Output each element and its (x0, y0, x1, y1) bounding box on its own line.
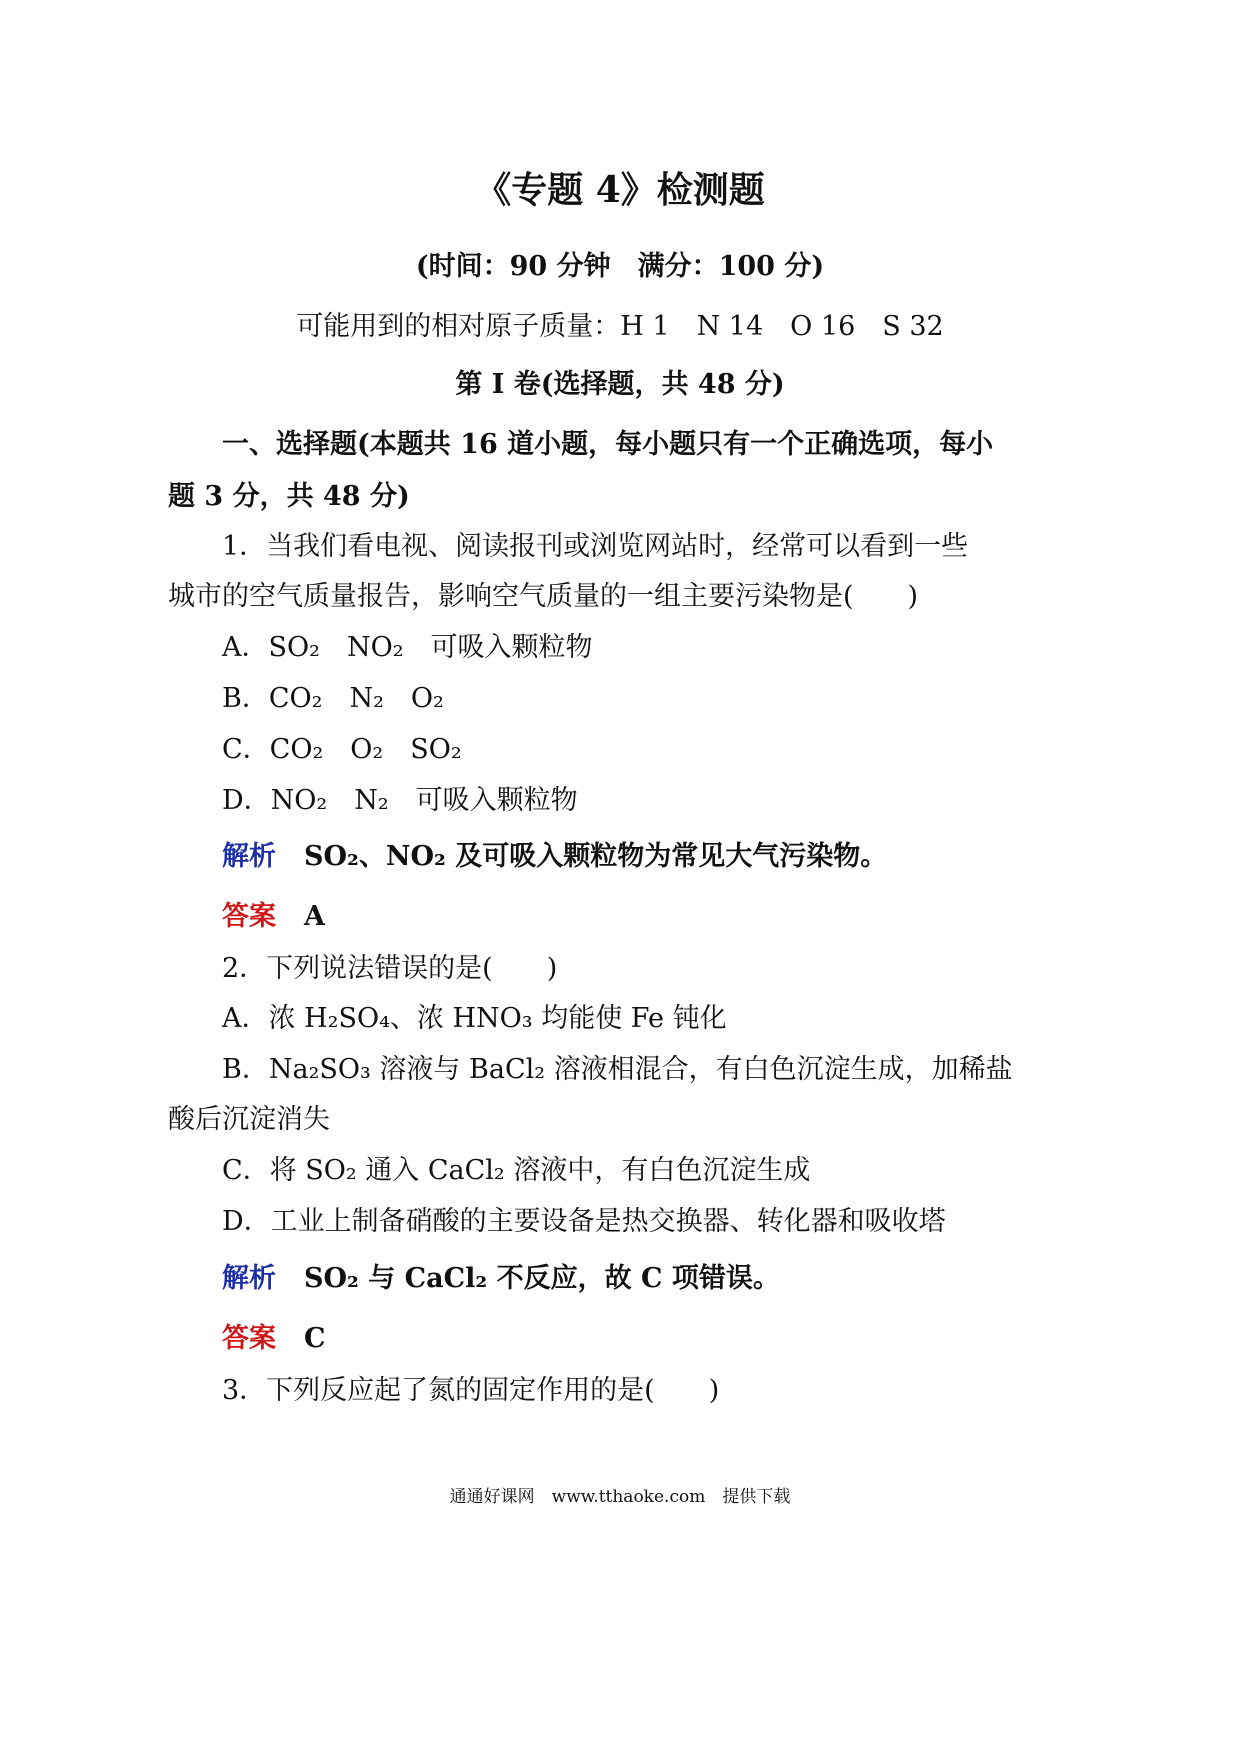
page-footer: 通通好课网 www.tthaoke.com 提供下载 (449, 1487, 791, 1507)
q1-option-a: A．SO₂ NO₂ 可吸入颗粒物 (222, 632, 593, 663)
answer-label: 答案 (222, 901, 276, 932)
atomic-masses: 可能用到的相对原子质量：H 1 N 14 O 16 S 32 (296, 311, 944, 342)
q2-option-d: D．工业上制备硝酸的主要设备是热交换器、转化器和吸收塔 (222, 1206, 946, 1237)
q2-stem-line1: 2．下列说法错误的是( ) (222, 953, 558, 984)
q1-analysis (222, 840, 887, 874)
q2-option-c: C．将 SO₂ 通入 CaCl₂ 溶液中，有白色沉淀生成 (222, 1155, 811, 1186)
q1-answer (222, 900, 325, 934)
analysis-text: SO₂ 与 CaCl₂ 不反应，故 C 项错误。 (304, 1263, 780, 1294)
answer-label: 答案 (222, 1323, 276, 1354)
q3-stem-line1: 3．下列反应起了氮的固定作用的是( ) (222, 1375, 720, 1406)
part-title: 第 I 卷(选择题，共 48 分) (455, 369, 785, 400)
q2-analysis (222, 1262, 780, 1296)
q1-option-c: C．CO₂ O₂ SO₂ (222, 734, 462, 765)
section-intro-line1: 一、选择题(本题共 16 道小题，每小题只有一个正确选项，每小 (222, 429, 994, 460)
q2-answer (222, 1322, 326, 1356)
answer-text: C (304, 1323, 326, 1354)
section-intro-line2: 题 3 分，共 48 分) (168, 481, 410, 512)
q1-option-b: B．CO₂ N₂ O₂ (222, 683, 444, 714)
q2-option-b-continued: 酸后沉淀消失 (168, 1104, 330, 1135)
q1-option-d: D．NO₂ N₂ 可吸入颗粒物 (222, 785, 578, 816)
q1-stem-line1: 1．当我们看电视、阅读报刊或浏览网站时，经常可以看到一些 (222, 531, 969, 562)
page-title: 《专题 4》检测题 (475, 169, 765, 211)
analysis-text: SO₂、NO₂ 及可吸入颗粒物为常见大气污染物。 (304, 841, 888, 872)
answer-text: A (304, 901, 325, 932)
time-info: (时间：90 分钟 满分：100 分) (415, 251, 825, 282)
analysis-label: 解析 (222, 1263, 276, 1294)
q1-stem-line2: 城市的空气质量报告，影响空气质量的一组主要污染物是( ) (168, 581, 919, 612)
q2-option-a: A．浓 H₂SO₄、浓 HNO₃ 均能使 Fe 钝化 (222, 1003, 727, 1034)
q2-option-b: B．Na₂SO₃ 溶液与 BaCl₂ 溶液相混合，有白色沉淀生成，加稀盐 (222, 1054, 1013, 1085)
analysis-label: 解析 (222, 841, 276, 872)
